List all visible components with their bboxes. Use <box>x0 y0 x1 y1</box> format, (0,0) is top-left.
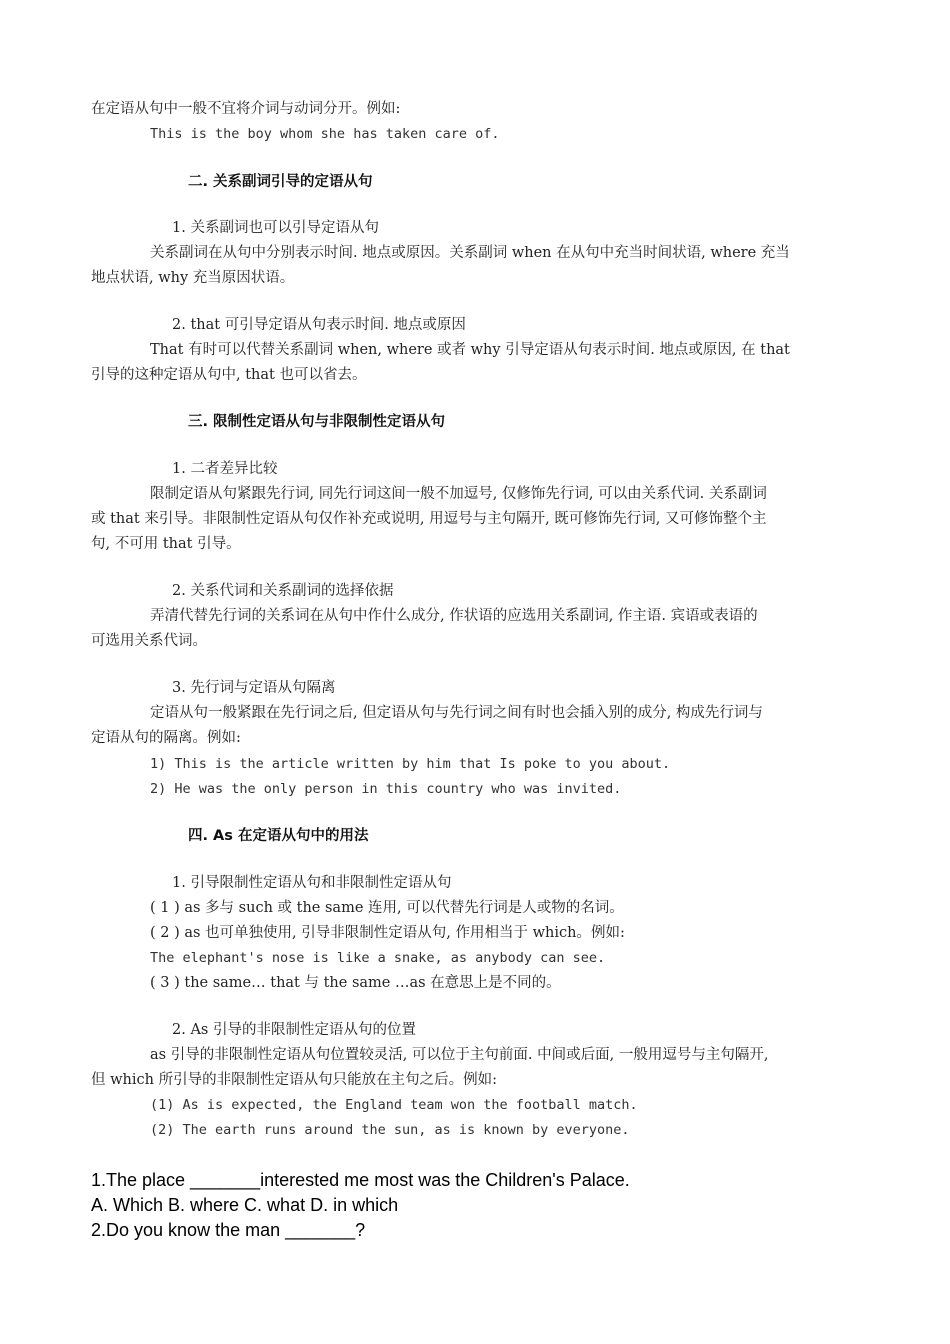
section4-sub1-item1: ( 1 ) as 多与 such 或 the same 连用, 可以代替先行词是人或物的名词。 <box>150 900 624 916</box>
section3-sub3-example2: 2) He was the only person in this country who was invited. <box>150 781 622 797</box>
intro-example: This is the boy whom she has taken care of. <box>150 126 500 142</box>
section3-sub2-line2: 可选用关系代词。 <box>91 633 207 649</box>
section4-title: 四. As 在定语从句中的用法 <box>188 828 369 844</box>
section2-sub2-line2: 引导的这种定语从句中, that 也可以省去。 <box>91 367 367 383</box>
section4-sub2-line1: as 引导的非限制性定语从句位置较灵活, 可以位于主句前面. 中间或后面, 一般用逗号与主句隔开, <box>150 1047 769 1063</box>
section2-sub1-line1: 关系副词在从句中分别表示时间. 地点或原因。关系副词 when 在从句中充当时间状语, where 充当 <box>150 245 790 261</box>
section4-sub1-title: 1. 引导限制性定语从句和非限制性定语从句 <box>172 875 452 891</box>
section3-sub3-line2: 定语从句的隔离。例如: <box>91 730 241 746</box>
section2-sub1-title: 1. 关系副词也可以引导定语从句 <box>172 220 379 236</box>
section3-sub3-line1: 定语从句一般紧跟在先行词之后, 但定语从句与先行词之间有时也会插入别的成分, 构成先行词与 <box>150 705 763 721</box>
section2-sub2-line1: That 有时可以代替关系副词 when, where 或者 why 引导定语从句表示时间. 地点或原因, 在 that <box>150 342 790 358</box>
section3-sub2-line1: 弄清代替先行词的关系词在从句中作什么成分, 作状语的应选用关系副词, 作主语. 宾语或表语的 <box>150 608 758 624</box>
section3-sub1-title: 1. 二者差异比较 <box>172 461 278 477</box>
section2-sub2-title: 2. that 可引导定语从句表示时间. 地点或原因 <box>172 317 466 333</box>
intro-text: 在定语从句中一般不宜将介词与动词分开。例如: <box>91 101 401 117</box>
section3-sub2-title: 2. 关系代词和关系副词的选择依据 <box>172 583 394 599</box>
exercise-q1-options: A. Which B. where C. what D. in which <box>91 1195 399 1215</box>
section4-sub2-title: 2. As 引导的非限制性定语从句的位置 <box>172 1022 416 1038</box>
section3-sub1-line2: 或 that 来引导。非限制性定语从句仅作补充或说明, 用逗号与主句隔开, 既可修饰先行词, 又可修饰整个主 <box>91 511 767 527</box>
exercise-q1: 1.The place _______interested me most was the Children's Palace. <box>91 1170 630 1190</box>
section3-title: 三. 限制性定语从句与非限制性定语从句 <box>188 414 446 430</box>
section3-sub1-line1: 限制定语从句紧跟先行词, 同先行词这间一般不加逗号, 仅修饰先行词, 可以由关系代词. 关系副词 <box>150 486 767 502</box>
section2-title: 二. 关系副词引导的定语从句 <box>188 174 373 190</box>
section4-sub1-item2: ( 2 ) as 也可单独使用, 引导非限制性定语从句, 作用相当于 which。例如: <box>150 925 625 941</box>
section3-sub3-title: 3. 先行词与定语从句隔离 <box>172 680 336 696</box>
section4-sub2-example1: (1) As is expected, the England team won the football match. <box>150 1097 638 1113</box>
exercise-q2: 2.Do you know the man _______? <box>91 1220 366 1240</box>
section4-sub2-line2: 但 which 所引导的非限制性定语从句只能放在主句之后。例如: <box>91 1072 497 1088</box>
section2-sub1-line2: 地点状语, why 充当原因状语。 <box>91 270 295 286</box>
section3-sub3-example1: 1) This is the article written by him that Is poke to you about. <box>150 756 671 772</box>
section4-sub1-item3: ( 3 ) the same… that 与 the same …as 在意思上是不同的。 <box>150 975 561 991</box>
section3-sub1-line3: 句, 不可用 that 引导。 <box>91 536 241 552</box>
section4-sub2-example2: (2) The earth runs around the sun, as is known by everyone. <box>150 1122 630 1138</box>
section4-sub1-example: The elephant's nose is like a snake, as anybody can see. <box>150 950 606 966</box>
